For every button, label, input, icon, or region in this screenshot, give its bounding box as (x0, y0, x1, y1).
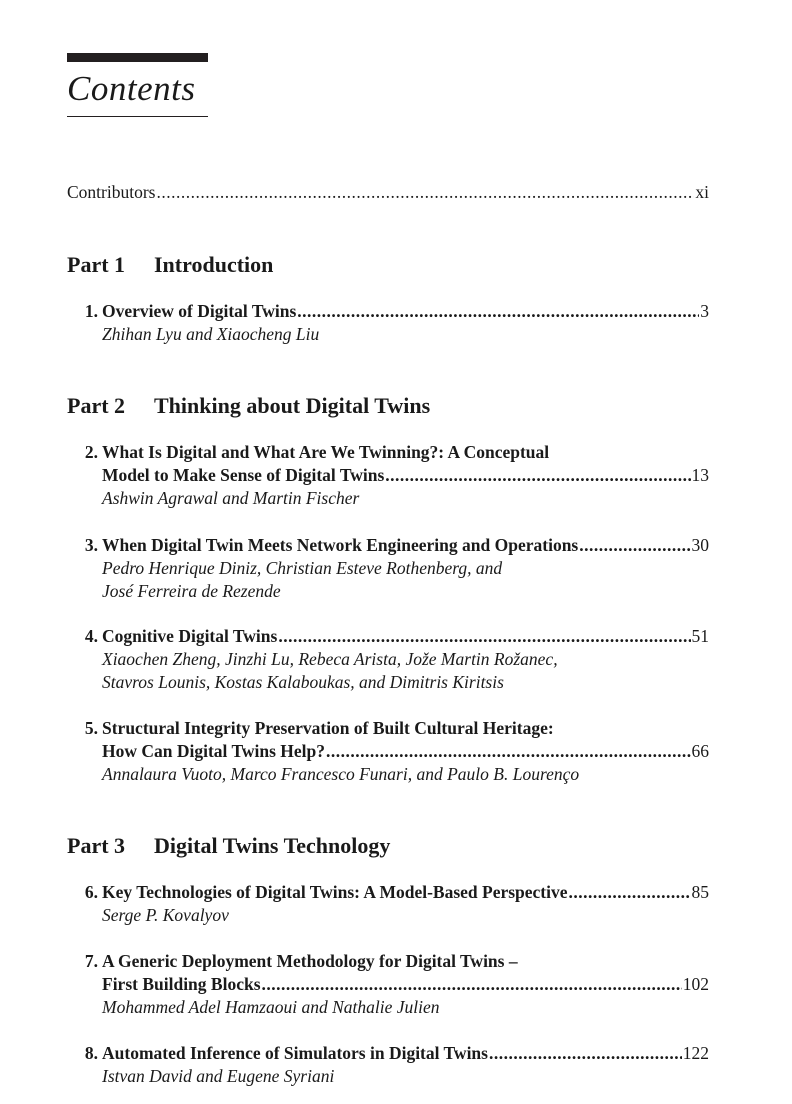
chapter-title-line[interactable] (102, 881, 709, 903)
dot-leader (156, 181, 694, 203)
toc-page-number: 85 (691, 882, 709, 902)
chapter-number: 4. (84, 626, 98, 646)
chapter-authors: Annalaura Vuoto, Marco Francesco Funari, and Paulo B. Lourenço (102, 764, 580, 784)
chapter-title: Model to Make Sense of Digital Twins (102, 465, 385, 485)
chapter-title: Overview of Digital Twins (102, 301, 297, 321)
part-heading (67, 251, 273, 279)
chapter-title-line[interactable] (102, 740, 709, 762)
dot-leader (579, 534, 690, 556)
chapter-authors: Pedro Henrique Diniz, Christian Esteve Rothenberg, and (102, 558, 503, 578)
toc-page-number: 13 (691, 465, 709, 485)
chapter-title: How Can Digital Twins Help? (102, 741, 325, 761)
chapter-title: First Building Blocks (102, 974, 261, 994)
chapter-authors: Mohammed Adel Hamzaoui and Nathalie Julien (102, 997, 440, 1017)
chapter-title[interactable]: Structural Integrity Preservation of Built Cultural Heritage: (102, 718, 554, 738)
chapter-title-line[interactable] (102, 1042, 709, 1064)
toc-entry-label: Contributors (67, 182, 156, 202)
part-title: Thinking about Digital Twins (154, 393, 431, 418)
chapter-title[interactable]: A Generic Deployment Methodology for Digital Twins – (102, 951, 518, 971)
toc-page-number: 51 (691, 626, 709, 646)
chapter-authors: José Ferreira de Rezende (102, 581, 281, 601)
chapter-title-line[interactable] (102, 300, 709, 322)
chapter-authors: Stavros Lounis, Kostas Kalaboukas, and Dimitris Kiritsis (102, 672, 504, 692)
page-title: Contents (67, 69, 196, 108)
part-number: Part 2 (67, 393, 126, 418)
part-number: Part 3 (67, 833, 126, 858)
toc-page-number: 122 (682, 1043, 709, 1063)
part-heading (67, 832, 390, 860)
part-title: Digital Twins Technology (154, 833, 391, 858)
toc-entry-contributors[interactable] (67, 181, 709, 203)
toc-page-number: 30 (691, 535, 709, 555)
title-underline (67, 116, 208, 117)
chapter-title[interactable]: What Is Digital and What Are We Twinning?: A Conceptual (102, 442, 550, 462)
toc-page-number: 3 (700, 301, 709, 321)
chapter-authors: Ashwin Agrawal and Martin Fischer (102, 488, 360, 508)
part-heading (67, 392, 430, 420)
toc-page-number: 66 (691, 741, 709, 761)
chapter-authors: Xiaochen Zheng, Jinzhi Lu, Rebeca Arista, Jože Martin Rožanec, (102, 649, 558, 669)
dot-leader (262, 973, 682, 995)
chapter-title-line[interactable] (102, 625, 709, 647)
chapter-number: 2. (84, 442, 98, 462)
chapter-title: Automated Inference of Simulators in Digital Twins (102, 1043, 488, 1063)
toc-page-number: 102 (682, 974, 709, 994)
chapter-authors: Serge P. Kovalyov (102, 905, 229, 925)
chapter-title-line[interactable] (102, 464, 709, 486)
part-number: Part 1 (67, 252, 126, 277)
chapter-number: 7. (84, 951, 98, 971)
chapter-title: When Digital Twin Meets Network Engineering and Operations (102, 535, 579, 555)
chapter-authors: Istvan David and Eugene Syriani (102, 1066, 335, 1086)
chapter-title: Cognitive Digital Twins (102, 626, 278, 646)
toc-page-number: xi (695, 182, 709, 202)
chapter-title-line[interactable] (102, 973, 709, 995)
chapter-title-line[interactable] (102, 534, 709, 556)
chapter-number: 8. (84, 1043, 98, 1063)
dot-leader (326, 740, 691, 762)
part-title: Introduction (154, 252, 274, 277)
chapter-number: 6. (84, 882, 98, 902)
chapter-number: 1. (84, 301, 98, 321)
dot-leader (385, 464, 690, 486)
dot-leader (278, 625, 690, 647)
title-top-bar (67, 53, 208, 62)
dot-leader (569, 881, 691, 903)
chapter-number: 5. (84, 718, 98, 738)
chapter-title: Key Technologies of Digital Twins: A Model-Based Perspective (102, 882, 568, 902)
dot-leader (489, 1042, 682, 1064)
dot-leader (297, 300, 699, 322)
chapter-number: 3. (84, 535, 98, 555)
chapter-authors: Zhihan Lyu and Xiaocheng Liu (102, 324, 320, 344)
